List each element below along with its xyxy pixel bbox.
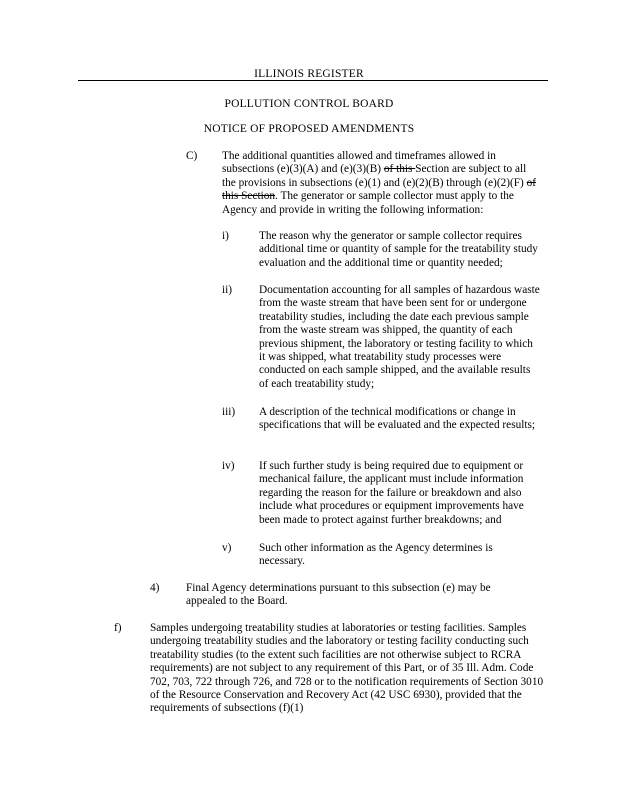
section-c-strike-1: of this xyxy=(383,163,416,176)
register-title: ILLINOIS REGISTER xyxy=(254,68,364,80)
item-i-label: i) xyxy=(222,230,229,242)
section-c-text xyxy=(222,150,542,217)
section-c-text-b: Section are subject to all the provisions in subsections (e)(1) and (e)(2)(B) through (e)(2)(F) xyxy=(222,163,527,189)
item-ii-text: Documentation accounting for all samples of hazardous waste from the waste stream that have been sent for or undergone treatability studies, including the date each previous sample from the waste stream was shipped, the quantity of each previous shipment, the laboratory or testing facility to which it was shipped, what treatability study processes were conducted on each sample shipped, and the available results of each treatability study; xyxy=(259,284,540,390)
item-iii-text: A description of the technical modifications or change in specifications that will be evaluated and the expected results; xyxy=(259,406,536,432)
item-iv-label: iv) xyxy=(222,460,235,472)
section-f-text: Samples undergoing treatability studies at laboratories or testing facilities. Samples undergoing treatability studies and the laboratory or testing facility conducting such treatability studies (to the extent such facilities are not otherwise subject to RCRA requirements) are not subject to any requirement of this Part, or of 35 Ill. Adm. Code 702, 703, 722 through 726, and 728 or to the notification requirements of Section 3010 of the Resource Conservation and Recovery Act (42 USC 6930), provided that the requirements of subsections (f)(1) xyxy=(150,622,544,715)
section-c-strike-2: of this Section xyxy=(222,176,537,203)
section-f-label: f) xyxy=(114,622,122,634)
item-i-text: The reason why the generator or sample collector requires additional time or quantity of sample for the treatability study evaluation and the additional time or quantity needed; xyxy=(259,230,538,269)
item-v-text: Such other information as the Agency determines is necessary. xyxy=(259,542,493,568)
board-title: POLLUTION CONTROL BOARD xyxy=(224,98,394,110)
section-c-text-c: . The generator or sample collector must apply to the Agency and provide in writing the following information: xyxy=(222,190,514,216)
section-c-label: C) xyxy=(186,150,198,162)
section-c-text-a: The additional quantities allowed and timeframes allowed in subsections (e)(3)(A) and (e)(3)(B) xyxy=(222,150,496,176)
section-4-text: Final Agency determinations pursuant to this subsection (e) may be appealed to the Board. xyxy=(186,582,491,608)
item-ii-label: ii) xyxy=(222,284,233,296)
header-rule xyxy=(78,80,548,81)
item-v-label: v) xyxy=(222,542,232,554)
notice-title: NOTICE OF PROPOSED AMENDMENTS xyxy=(203,123,415,135)
item-iv-text: If such further study is being required due to equipment or mechanical failure, the applicant must include information regarding the reason for the failure or breakdown and also include what procedures or equipment improvements have been made to protect against further breakdowns; and xyxy=(259,460,524,526)
item-iii-label: iii) xyxy=(222,406,236,418)
section-4-label: 4) xyxy=(150,582,160,594)
